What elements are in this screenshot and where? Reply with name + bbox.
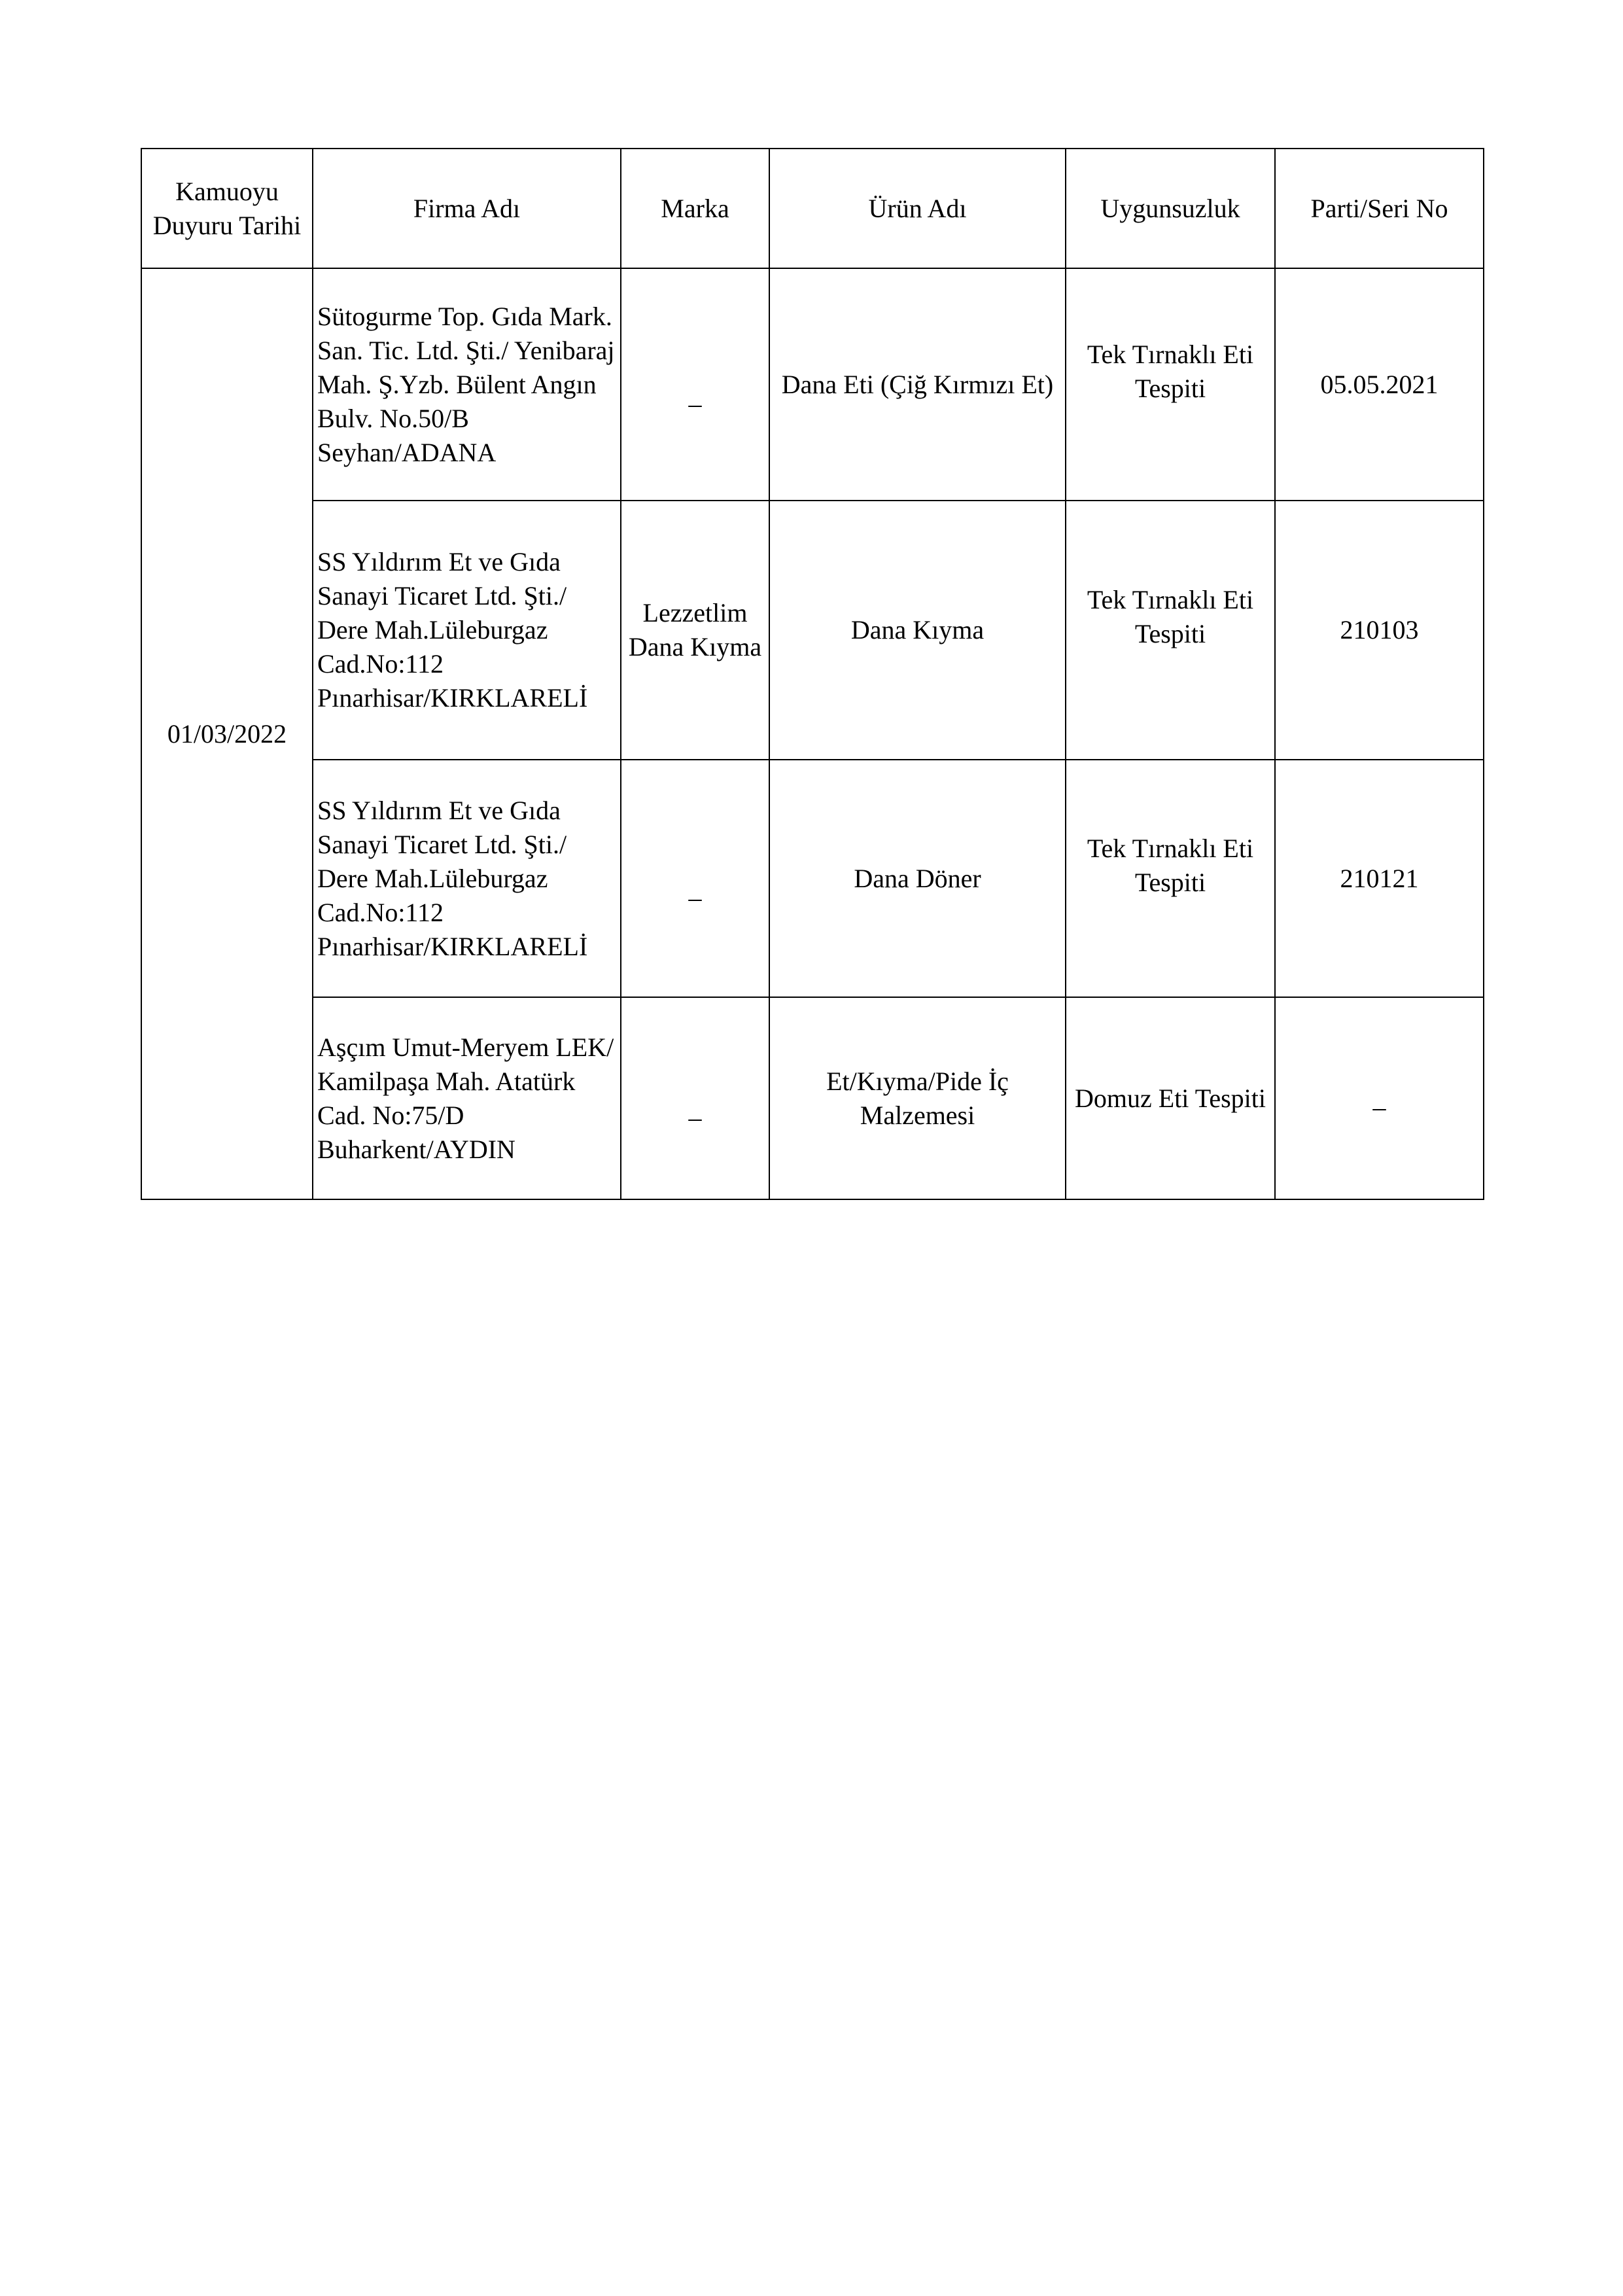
firm-cell: SS Yıldırım Et ve Gıda Sanayi Ticaret Ltd. Şti./ Dere Mah.Lüleburgaz Cad.No:112 Pınarhisar/KIRKLARELİ — [313, 501, 621, 760]
issue-cell: Domuz Eti Tespiti — [1066, 997, 1275, 1199]
header-product: Ürün Adı — [769, 149, 1066, 268]
firm-cell: Aşçım Umut-Meryem LEK/ Kamilpaşa Mah. Atatürk Cad. No:75/D Buharkent/AYDIN — [313, 997, 621, 1199]
header-issue: Uygunsuzluk — [1066, 149, 1275, 268]
brand-cell — [621, 760, 769, 997]
product-cell: Dana Kıyma — [769, 501, 1066, 760]
firm-cell: SS Yıldırım Et ve Gıda Sanayi Ticaret Ltd. Şti./ Dere Mah.Lüleburgaz Cad.No:112 Pınarhisar/KIRKLARELİ — [313, 760, 621, 997]
issue-cell — [1066, 268, 1275, 501]
table-row — [141, 760, 1484, 997]
firm-cell: Sütogurme Top. Gıda Mark. San. Tic. Ltd. Şti./ Yenibaraj Mah. Ş.Yzb. Bülent Angın Bulv. No.50/B Seyhan/ADANA — [313, 268, 621, 501]
brand-value: _ — [688, 874, 702, 904]
brand-value: _ — [688, 1093, 702, 1123]
brand-cell — [621, 268, 769, 501]
issue-value: Tek Tırnaklı Eti Tespiti — [1087, 339, 1254, 403]
lot-cell: 05.05.2021 — [1275, 268, 1484, 501]
brand-cell: Lezzetlim Dana Kıyma — [621, 501, 769, 760]
announcement-date: 01/03/2022 — [141, 268, 313, 1199]
brand-value: _ — [688, 380, 702, 410]
table-row — [141, 268, 1484, 501]
issue-value: Tek Tırnaklı Eti Tespiti — [1087, 585, 1254, 648]
header-date: Kamuoyu Duyuru Tarihi — [141, 149, 313, 268]
product-cell: Dana Eti (Çiğ Kırmızı Et) — [769, 268, 1066, 501]
product-cell: Dana Döner — [769, 760, 1066, 997]
table-row — [141, 997, 1484, 1199]
issue-cell — [1066, 760, 1275, 997]
header-lot: Parti/Seri No — [1275, 149, 1484, 268]
lot-cell: 210103 — [1275, 501, 1484, 760]
brand-cell — [621, 997, 769, 1199]
recall-table — [141, 148, 1484, 1200]
header-brand: Marka — [621, 149, 769, 268]
issue-cell — [1066, 501, 1275, 760]
table-header-row — [141, 149, 1484, 268]
product-cell: Et/Kıyma/Pide İç Malzemesi — [769, 997, 1066, 1199]
lot-cell: 210121 — [1275, 760, 1484, 997]
lot-cell: _ — [1275, 997, 1484, 1199]
issue-value: Tek Tırnaklı Eti Tespiti — [1087, 833, 1254, 897]
table-row — [141, 501, 1484, 760]
header-firm: Firma Adı — [313, 149, 621, 268]
